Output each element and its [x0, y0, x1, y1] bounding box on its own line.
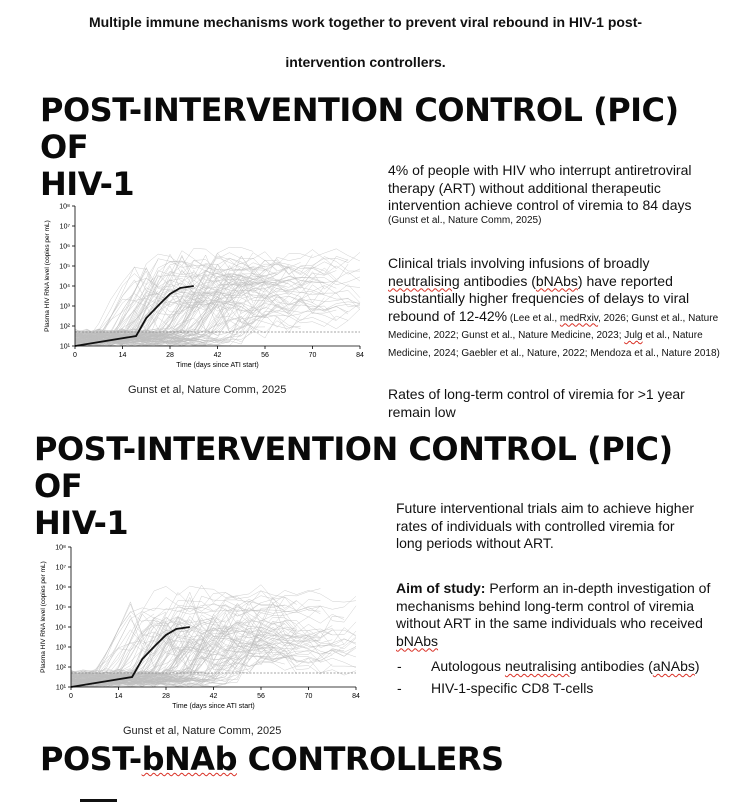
x-axis-label: Time (days since ATI start) [172, 703, 255, 710]
x-tick-label: 0 [73, 352, 77, 359]
y-tick-label: 10³ [55, 644, 66, 652]
x-tick-label: 56 [257, 693, 265, 700]
p2-text-a: Clinical trials involving infusions of broadly [388, 255, 650, 271]
section2-paragraph-1: Future interventional trials aim to achieve higher rates of individuals with controlled viremia for long periods without ART. [396, 500, 695, 551]
bullet-text-a: Autologous [431, 658, 505, 674]
bullet-spell-neutralising: neutralising [504, 658, 577, 674]
section2-heading-line1: POST-INTERVENTION CONTROL (PIC) OF [34, 430, 673, 505]
x-tick-label: 0 [69, 693, 73, 700]
section2-aim-paragraph [396, 580, 716, 650]
x-tick-label: 84 [352, 693, 360, 700]
section1-heading-line1: POST-INTERVENTION CONTROL (PIC) OF [40, 91, 679, 166]
y-tick-label: 10⁴ [59, 283, 70, 291]
y-tick-label: 10⁵ [59, 263, 70, 271]
mechanism-item-1 [397, 655, 727, 677]
y-tick-label: 10² [55, 664, 66, 672]
bullet-text-a: HIV-1-specific CD8 T-cells [431, 680, 594, 696]
y-tick-label: 10⁵ [55, 604, 66, 612]
y-tick-label: 10¹ [59, 343, 70, 351]
bullet-dash: - [397, 658, 402, 674]
y-tick-label: 10⁷ [55, 564, 66, 572]
x-tick-label: 42 [209, 693, 218, 700]
aim-spell-bnabs: bNAbs [396, 632, 439, 649]
individual-trajectory-line [75, 253, 348, 344]
y-axis-label: Plasma HIV RNA level (copies per mL) [44, 220, 51, 332]
individual-trajectory-line [75, 267, 146, 340]
individual-trajectories [75, 247, 360, 346]
y-tick-label: 10⁸ [55, 544, 66, 552]
slide-title-line2: intervention controllers. [285, 54, 446, 70]
p2-cite-b: , 2026; Gunst et al., Nature Medicine, 2022; Gunst et al., Nature Medicine, 2023; [388, 312, 719, 341]
section1-heading-line2: HIV-1 [40, 165, 135, 203]
y-tick-label: 10⁴ [55, 624, 66, 632]
x-tick-label: 42 [213, 352, 222, 359]
x-axis-label: Time (days since ATI start) [176, 362, 259, 369]
p2-spell-neutralising: neutralising [388, 272, 460, 289]
slide-title-line1: Multiple immune mechanisms work together to prevent viral rebound in HIV-1 post- [88, 14, 643, 30]
aim-text: Perform an in-depth investigation of mechanisms behind long-term control of viremia without ART in the same individuals who received [396, 580, 711, 631]
section1-paragraph-1 [388, 162, 718, 227]
y-tick-label: 10³ [59, 303, 70, 311]
aim-label: Aim of study: [396, 580, 486, 596]
y-tick-label: 10² [59, 323, 70, 331]
y-tick-label: 10¹ [55, 684, 66, 692]
x-tick-label: 28 [166, 352, 174, 359]
section3-heading-bnab: bNAb [141, 740, 237, 778]
p2-cite-c: et al., Nature Medicine, 2024; Gaebler et al., Nature, 2022; Mendoza et al., Nature 2018) [388, 330, 720, 359]
y-tick-label: 10⁶ [59, 243, 70, 251]
section1-p1-text: 4% of people with HIV who interrupt antiretroviral therapy (ART) without additional therapeutic intervention achieve control of viremia to 84 days [388, 162, 692, 213]
chart-svg-2 [34, 537, 366, 712]
section3-underline [80, 799, 117, 802]
p2-spell-bnabs: bNAbs [535, 272, 578, 289]
bullet-text-b: antibodies ( [576, 658, 653, 674]
figure-caption-1: Gunst et al, Nature Comm, 2025 [128, 384, 287, 396]
x-tick-label: 70 [308, 352, 317, 359]
p2-text-b: antibodies ( [459, 272, 536, 289]
chart-viral-load-2 [34, 537, 366, 717]
individual-trajectories [71, 585, 356, 687]
p2-text-c: ) have reported substantially higher frequencies of delays to viral rebound of 12-42% [388, 272, 690, 324]
figure-caption-2: Gunst et al, Nature Comm, 2025 [123, 725, 282, 737]
x-tick-label: 84 [356, 352, 364, 359]
x-tick-label: 14 [118, 352, 127, 359]
mechanism-list [397, 655, 727, 699]
bullet-text-c: ) [694, 658, 700, 674]
y-tick-label: 10⁶ [55, 584, 66, 592]
section3-heading-a: POST- [40, 740, 142, 778]
section2-heading-line2: HIV-1 [34, 504, 129, 542]
section3-heading-b: CONTROLLERS [236, 740, 504, 778]
y-axis-label: Plasma HIV RNA level (copies per mL) [40, 561, 47, 673]
y-tick-label: 10⁸ [59, 203, 70, 211]
x-tick-label: 28 [162, 693, 170, 700]
chart-viral-load-1 [38, 196, 370, 376]
bullet-spell-anabs: aNAbs [652, 658, 695, 674]
chart-svg-1 [38, 196, 370, 371]
x-tick-label: 70 [304, 693, 313, 700]
section1-paragraph-3: Rates of long-term control of viremia for >1 year remain low [388, 386, 685, 420]
p2-cite-julg: Julg [624, 330, 643, 341]
y-tick-label: 10⁷ [59, 223, 70, 231]
p2-cite-a: (Lee et al., [507, 312, 560, 324]
mechanism-item-2 [397, 677, 727, 699]
section3-heading [40, 741, 504, 778]
p2-cite-medrxiv: medRxiv [559, 312, 599, 324]
x-tick-label: 14 [114, 693, 123, 700]
bullet-dash: - [397, 680, 402, 696]
section1-paragraph-2 [388, 255, 722, 360]
section1-p1-citation: (Gunst et al., Nature Comm, 2025) [388, 214, 542, 226]
x-tick-label: 56 [261, 352, 269, 359]
